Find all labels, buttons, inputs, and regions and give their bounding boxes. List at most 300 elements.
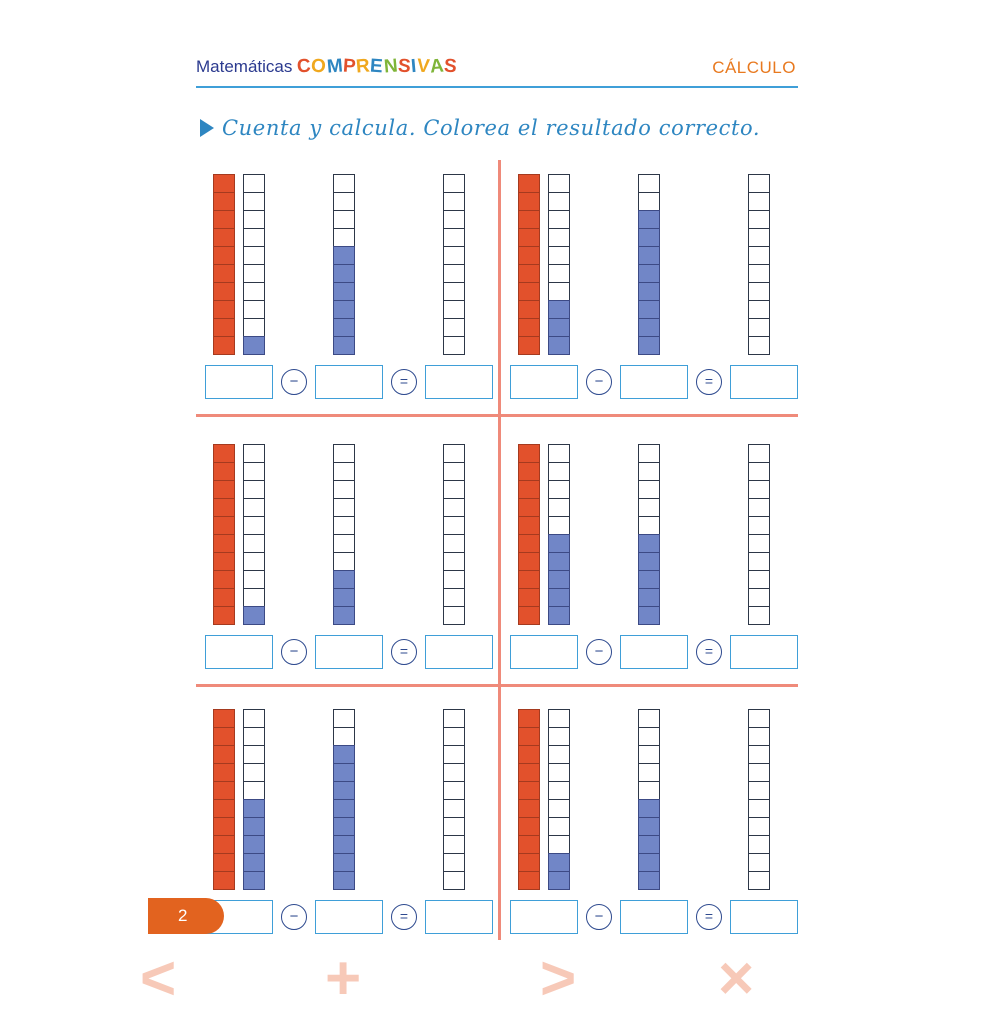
unit-cell-filled [518,727,540,746]
instruction-text: Cuenta y calcula. Colorea el resultado correcto. [222,116,761,140]
exercise [205,165,495,395]
unit-cell-empty [638,727,660,746]
header-divider [196,86,798,88]
unit-cell-filled [243,853,265,872]
unit-cell-empty [748,835,770,854]
unit-cell-empty [548,228,570,247]
unit-cell-empty [243,570,265,589]
unit-cell-empty [243,318,265,337]
unit-cell-empty [443,444,465,463]
unit-cell-empty [243,516,265,535]
unit-cell-filled [548,534,570,553]
unit-cell-filled [333,745,355,764]
unit-bar [638,710,660,890]
exercise [510,435,800,665]
unit-cell-filled [638,246,660,265]
unit-cell-filled [243,835,265,854]
unit-cell-filled [638,282,660,301]
unit-cell-empty [548,192,570,211]
unit-cell-empty [748,228,770,247]
unit-cell-empty [333,444,355,463]
unit-cell-filled [638,318,660,337]
unit-cell-empty [243,709,265,728]
unit-cell-filled [548,871,570,890]
unit-cell-filled [333,799,355,818]
unit-cell-filled [213,534,235,553]
unit-cell-filled [213,480,235,499]
unit-cell-filled [333,871,355,890]
unit-bar [443,175,465,355]
vertical-separator [498,160,501,940]
unit-cell-empty [443,799,465,818]
unit-cell-empty [443,835,465,854]
answer-box-subtrahend[interactable] [620,900,688,934]
unit-bar [748,445,770,625]
unit-cell-empty [443,210,465,229]
unit-cell-filled [213,246,235,265]
unit-cell-empty [443,462,465,481]
unit-cell-filled [213,853,235,872]
unit-cell-filled [518,462,540,481]
unit-bar [518,710,540,890]
unit-cell-empty [748,709,770,728]
unit-cell-empty [443,480,465,499]
unit-cell-filled [518,210,540,229]
unit-cell-empty [748,210,770,229]
unit-cell-filled [333,246,355,265]
footer-symbol-0: < [140,944,177,1013]
unit-cell-filled [518,498,540,517]
unit-cell-filled [333,318,355,337]
unit-cell-filled [333,570,355,589]
unit-cell-empty [748,588,770,607]
unit-cell-filled [213,552,235,571]
unit-cell-empty [243,727,265,746]
unit-cell-filled [518,444,540,463]
answer-row [510,635,798,669]
unit-cell-empty [443,174,465,193]
minus-operator-icon: − [281,639,307,665]
unit-cell-empty [243,192,265,211]
unit-cell-filled [243,817,265,836]
equals-operator-icon: = [696,369,722,395]
unit-bar [548,175,570,355]
unit-cell-empty [443,498,465,517]
equals-operator-icon: = [391,369,417,395]
answer-box-subtrahend[interactable] [315,365,383,399]
unit-cell-filled [213,799,235,818]
unit-bar [213,710,235,890]
unit-cell-filled [213,264,235,283]
unit-cell-filled [638,606,660,625]
unit-cell-empty [333,498,355,517]
unit-cell-empty [548,210,570,229]
unit-cell-filled [638,588,660,607]
unit-cell-filled [518,853,540,872]
unit-cell-empty [243,282,265,301]
answer-box-result[interactable] [425,365,493,399]
unit-cell-filled [638,570,660,589]
unit-cell-empty [243,588,265,607]
answer-box-result[interactable] [730,900,798,934]
unit-cell-empty [243,264,265,283]
unit-cell-filled [518,763,540,782]
unit-cell-empty [548,817,570,836]
unit-cell-filled [518,709,540,728]
answer-box-result[interactable] [730,635,798,669]
unit-cell-filled [213,516,235,535]
unit-cell-empty [443,570,465,589]
unit-cell-empty [548,516,570,535]
unit-cell-empty [748,853,770,872]
footer-symbol-1: + [325,944,362,1013]
unit-cell-empty [748,871,770,890]
unit-cell-empty [443,336,465,355]
unit-cell-empty [638,174,660,193]
unit-cell-filled [333,606,355,625]
unit-bar [213,445,235,625]
unit-cell-empty [443,763,465,782]
unit-cell-filled [638,336,660,355]
unit-cell-filled [638,228,660,247]
unit-cell-filled [213,606,235,625]
unit-cell-filled [243,871,265,890]
answer-row [205,365,493,399]
minus-operator-icon: − [586,369,612,395]
answer-box-result[interactable] [425,635,493,669]
unit-cell-filled [638,264,660,283]
unit-cell-empty [748,817,770,836]
unit-cell-empty [548,246,570,265]
unit-cell-filled [213,318,235,337]
unit-cell-filled [548,606,570,625]
unit-bar [243,175,265,355]
unit-cell-filled [548,336,570,355]
unit-cell-empty [443,516,465,535]
unit-bar [638,175,660,355]
unit-cell-empty [748,246,770,265]
unit-cell-filled [638,210,660,229]
answer-box-minuend[interactable] [205,635,273,669]
unit-cell-empty [748,480,770,499]
unit-cell-empty [333,192,355,211]
exercise [510,700,800,930]
unit-cell-empty [243,228,265,247]
unit-cell-filled [213,781,235,800]
unit-cell-filled [213,763,235,782]
unit-cell-filled [213,745,235,764]
unit-cell-filled [333,781,355,800]
unit-cell-empty [748,745,770,764]
unit-bar [748,175,770,355]
unit-cell-filled [548,853,570,872]
answer-box-minuend[interactable] [510,900,578,934]
unit-cell-empty [443,318,465,337]
unit-cell-empty [443,606,465,625]
unit-cell-filled [243,799,265,818]
equals-operator-icon: = [391,904,417,930]
unit-cell-empty [748,318,770,337]
unit-cell-empty [548,799,570,818]
unit-cell-empty [748,192,770,211]
unit-bar [548,445,570,625]
unit-cell-filled [213,444,235,463]
unit-cell-empty [443,534,465,553]
bar-group [510,435,800,625]
unit-cell-empty [443,745,465,764]
unit-cell-empty [638,745,660,764]
unit-cell-filled [518,192,540,211]
unit-cell-empty [333,727,355,746]
unit-cell-filled [213,462,235,481]
unit-cell-filled [518,174,540,193]
answer-box-minuend[interactable] [205,365,273,399]
footer-symbol-3: × [718,944,755,1013]
unit-cell-empty [443,853,465,872]
unit-cell-filled [213,835,235,854]
unit-cell-empty [443,300,465,319]
minus-operator-icon: − [586,904,612,930]
unit-cell-empty [443,264,465,283]
exercise [205,700,495,930]
unit-cell-filled [518,606,540,625]
unit-cell-empty [638,709,660,728]
unit-cell-empty [243,210,265,229]
unit-cell-filled [518,588,540,607]
unit-cell-filled [518,817,540,836]
unit-cell-empty [243,763,265,782]
unit-cell-filled [333,300,355,319]
triangle-bullet-icon [200,119,214,137]
unit-cell-empty [443,228,465,247]
unit-cell-empty [333,462,355,481]
bar-group [205,700,495,890]
unit-cell-empty [243,300,265,319]
unit-cell-filled [548,588,570,607]
unit-cell-filled [333,588,355,607]
unit-bar [443,710,465,890]
bar-group [205,165,495,355]
unit-cell-filled [518,228,540,247]
unit-cell-empty [548,781,570,800]
unit-bar [243,445,265,625]
answer-box-subtrahend[interactable] [620,635,688,669]
minus-operator-icon: − [281,904,307,930]
page-number-tab: 2 [148,898,224,934]
unit-cell-empty [443,781,465,800]
unit-cell-filled [333,817,355,836]
answer-box-subtrahend[interactable] [620,365,688,399]
unit-cell-empty [548,835,570,854]
unit-cell-empty [333,228,355,247]
unit-cell-empty [443,246,465,265]
instruction-row [200,112,760,144]
unit-cell-empty [748,781,770,800]
unit-cell-filled [518,781,540,800]
unit-cell-filled [548,570,570,589]
horizontal-separator-1 [196,414,798,417]
unit-cell-empty [548,462,570,481]
unit-cell-filled [213,300,235,319]
unit-cell-empty [548,264,570,283]
bar-group [510,165,800,355]
exercise [510,165,800,395]
unit-cell-filled [518,552,540,571]
bar-group [205,435,495,625]
unit-cell-filled [213,817,235,836]
unit-cell-empty [243,480,265,499]
unit-cell-empty [333,516,355,535]
unit-cell-filled [518,282,540,301]
equals-operator-icon: = [696,639,722,665]
unit-cell-filled [518,318,540,337]
answer-box-minuend[interactable] [510,635,578,669]
brand-title [196,56,457,78]
unit-cell-filled [518,246,540,265]
unit-bar [443,445,465,625]
unit-cell-empty [548,763,570,782]
unit-cell-empty [333,480,355,499]
answer-row [510,365,798,399]
unit-cell-empty [638,192,660,211]
answer-box-result[interactable] [425,900,493,934]
unit-cell-empty [443,727,465,746]
unit-cell-empty [748,534,770,553]
unit-cell-empty [638,462,660,481]
unit-cell-empty [748,282,770,301]
horizontal-separator-2 [196,684,798,687]
unit-cell-empty [333,552,355,571]
unit-cell-empty [548,727,570,746]
brand-word-1: Matemáticas [196,57,293,76]
unit-cell-empty [548,282,570,301]
unit-cell-filled [638,300,660,319]
unit-cell-filled [213,282,235,301]
unit-cell-empty [243,498,265,517]
answer-box-result[interactable] [730,365,798,399]
unit-cell-empty [638,480,660,499]
unit-cell-filled [333,336,355,355]
unit-cell-filled [518,799,540,818]
unit-cell-empty [748,444,770,463]
exercise [205,435,495,665]
unit-cell-filled [213,709,235,728]
unit-cell-empty [638,444,660,463]
unit-cell-empty [333,210,355,229]
unit-cell-filled [638,799,660,818]
answer-row [205,635,493,669]
unit-cell-empty [443,871,465,890]
unit-cell-empty [638,763,660,782]
answer-row [510,900,798,934]
unit-cell-empty [243,444,265,463]
unit-cell-empty [638,498,660,517]
unit-cell-filled [548,318,570,337]
unit-cell-empty [548,745,570,764]
unit-cell-empty [748,498,770,517]
bar-group [510,700,800,890]
unit-cell-empty [548,174,570,193]
unit-bar [333,445,355,625]
equals-operator-icon: = [696,904,722,930]
answer-box-subtrahend[interactable] [315,635,383,669]
unit-cell-empty [638,781,660,800]
unit-cell-filled [213,498,235,517]
unit-cell-filled [213,727,235,746]
unit-cell-filled [518,745,540,764]
unit-cell-empty [333,534,355,553]
unit-cell-empty [748,462,770,481]
unit-cell-empty [548,498,570,517]
unit-bar [548,710,570,890]
unit-cell-filled [243,606,265,625]
unit-cell-empty [243,246,265,265]
unit-cell-filled [518,300,540,319]
unit-cell-empty [443,709,465,728]
unit-cell-filled [213,336,235,355]
equals-operator-icon: = [391,639,417,665]
unit-cell-filled [518,516,540,535]
unit-cell-empty [333,709,355,728]
unit-cell-filled [243,336,265,355]
unit-cell-empty [548,709,570,728]
unit-cell-empty [548,480,570,499]
unit-bar [518,175,540,355]
unit-cell-filled [213,174,235,193]
unit-cell-empty [243,552,265,571]
unit-cell-filled [518,570,540,589]
unit-cell-empty [243,462,265,481]
brand-word-2: COMPRENSIVAS [296,55,459,78]
minus-operator-icon: − [586,639,612,665]
answer-box-minuend[interactable] [510,365,578,399]
footer-symbol-2: > [540,944,577,1013]
unit-cell-empty [443,817,465,836]
unit-cell-filled [213,192,235,211]
unit-cell-filled [638,817,660,836]
unit-cell-empty [548,444,570,463]
unit-cell-empty [443,588,465,607]
unit-cell-filled [518,871,540,890]
unit-cell-empty [748,727,770,746]
unit-cell-filled [333,282,355,301]
unit-bar [748,710,770,890]
unit-cell-filled [638,534,660,553]
unit-cell-empty [748,264,770,283]
unit-cell-empty [748,300,770,319]
unit-cell-filled [518,835,540,854]
unit-bar [213,175,235,355]
unit-bar [638,445,660,625]
unit-cell-empty [443,282,465,301]
unit-cell-empty [443,192,465,211]
unit-cell-empty [243,745,265,764]
unit-cell-filled [518,534,540,553]
unit-cell-empty [333,174,355,193]
unit-cell-empty [748,606,770,625]
unit-cell-empty [443,552,465,571]
unit-cell-filled [213,871,235,890]
unit-cell-filled [333,853,355,872]
unit-cell-filled [333,763,355,782]
unit-cell-filled [638,853,660,872]
answer-box-subtrahend[interactable] [315,900,383,934]
unit-cell-filled [518,336,540,355]
unit-bar [333,710,355,890]
unit-cell-empty [748,174,770,193]
unit-bar [518,445,540,625]
unit-cell-filled [548,300,570,319]
